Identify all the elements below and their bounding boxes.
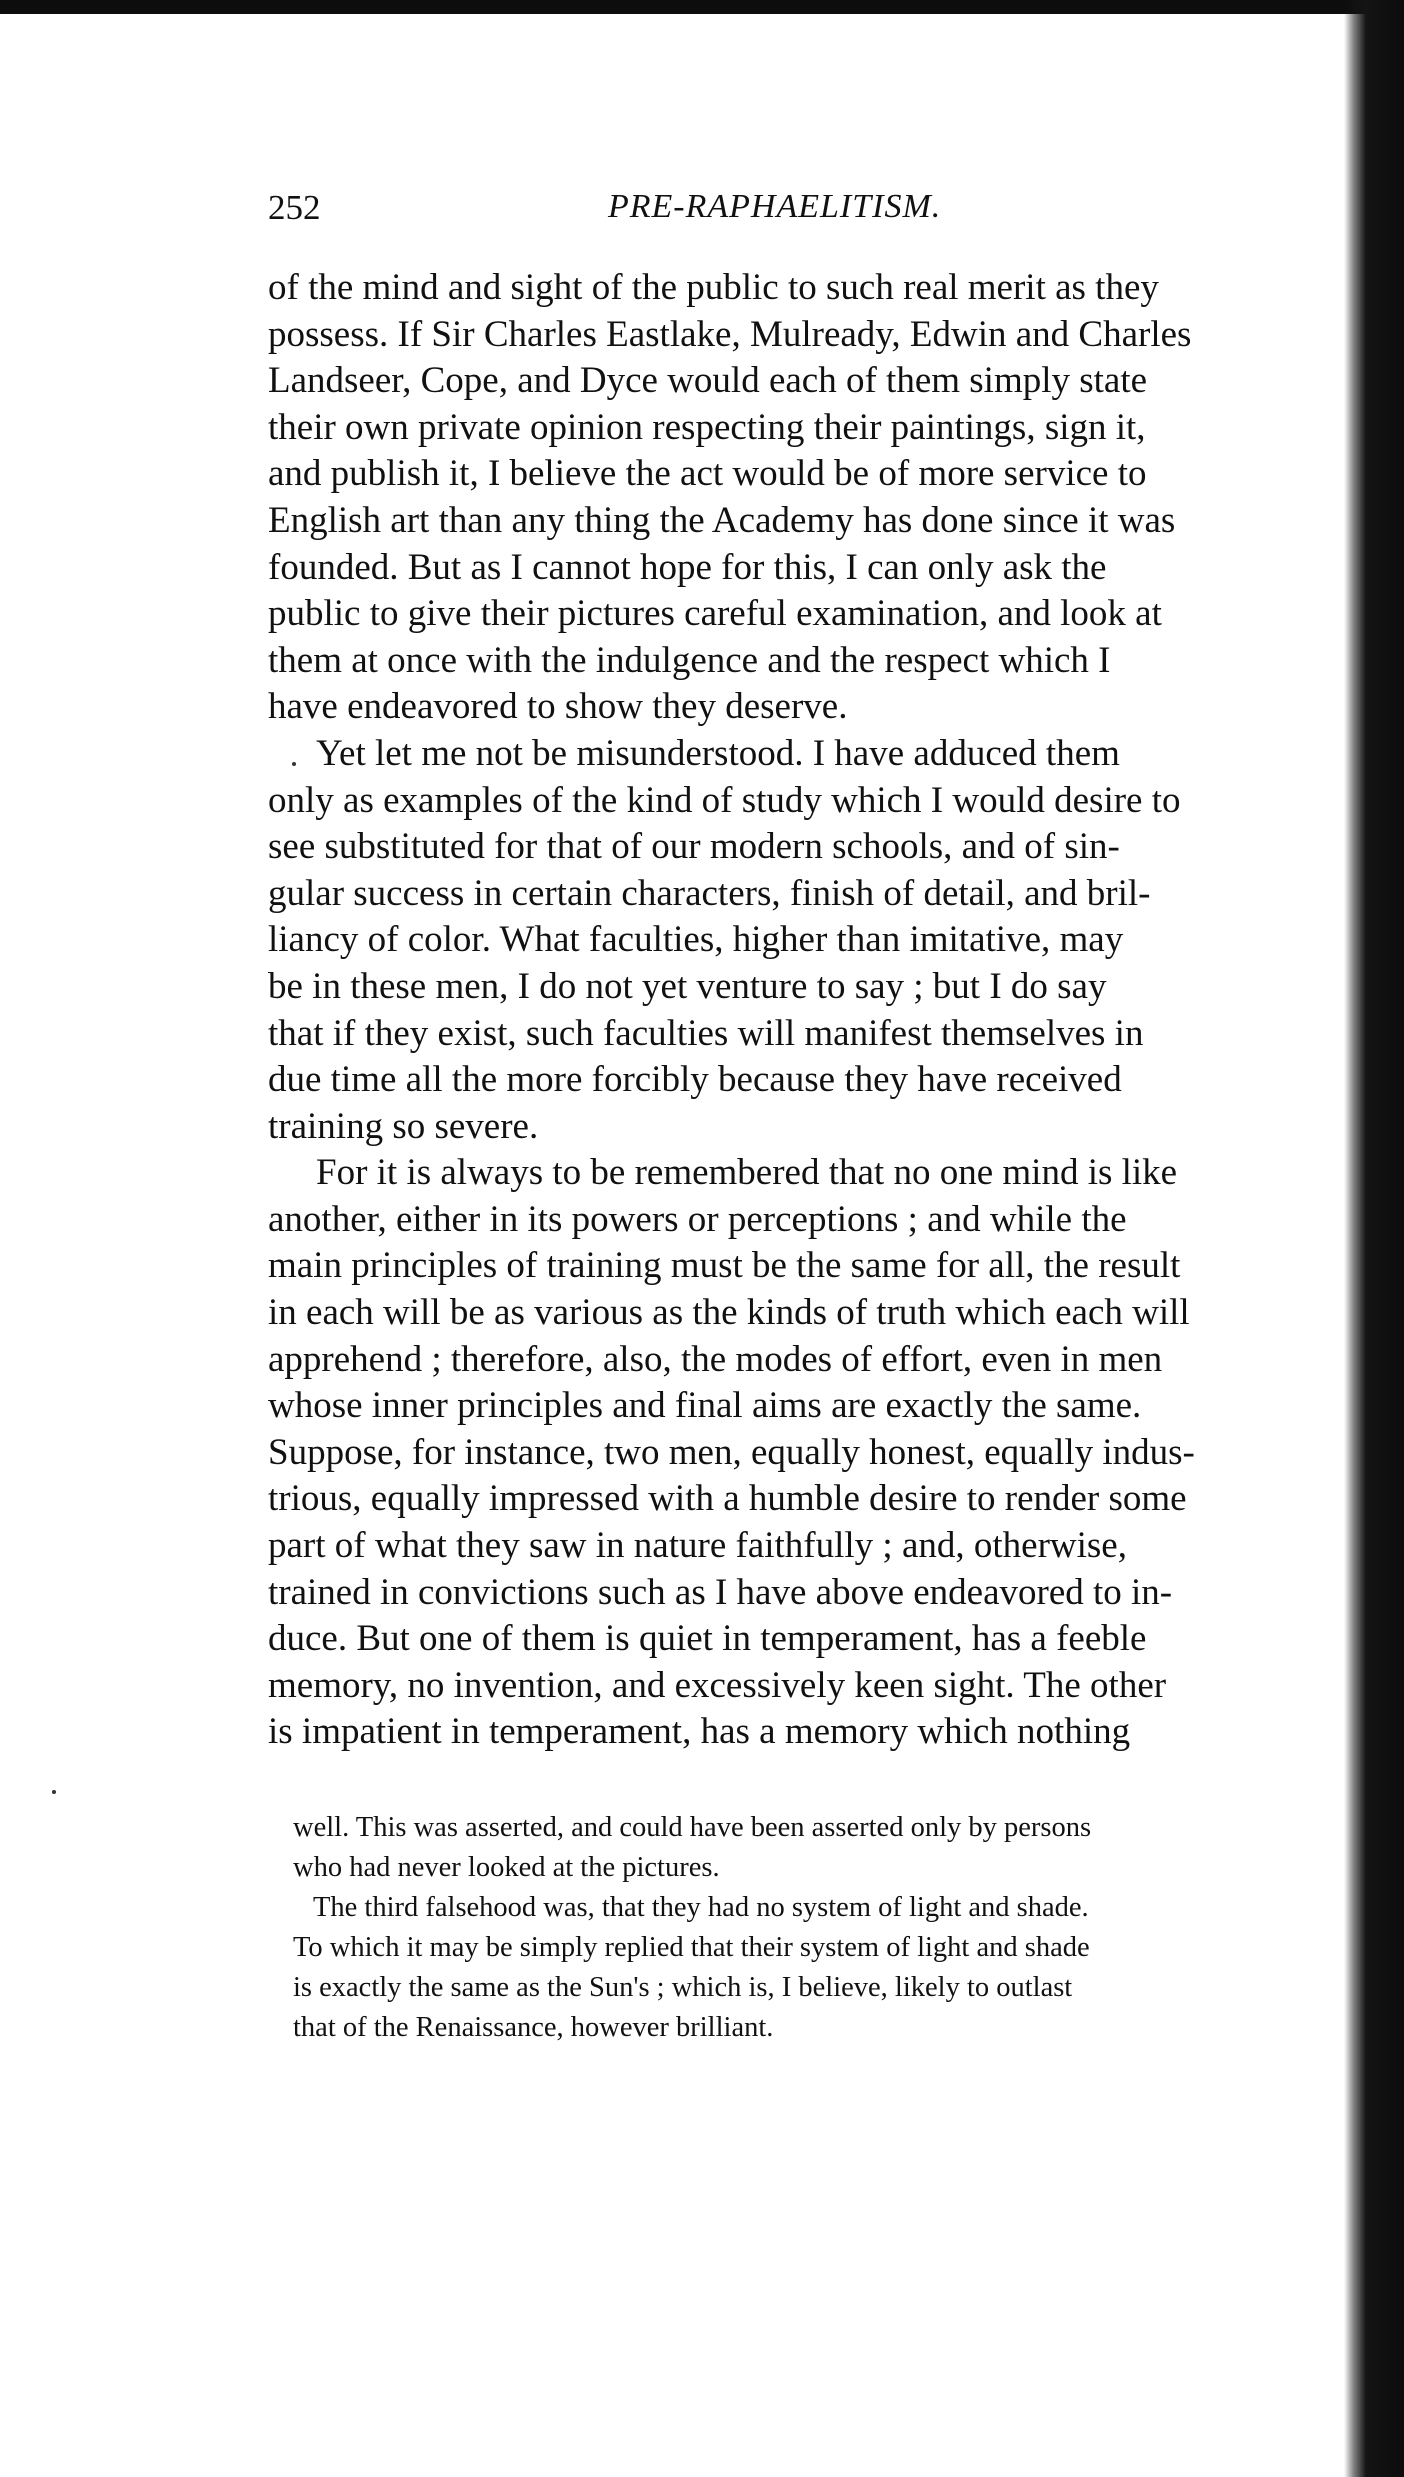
book-gutter-shadow [1344, 0, 1404, 2477]
footnote-line: To which it may be simply replied that their system of light and shade [293, 1932, 1090, 1963]
body-text [268, 265, 1348, 1756]
page-number: 252 [268, 188, 321, 227]
text-line: founded. But as I cannot hope for this, I can only ask the [268, 546, 1107, 588]
text-line: trained in convictions such as I have above endeavored to in- [268, 1571, 1173, 1613]
running-head [268, 188, 1328, 238]
text-line: have endeavored to show they deserve. [268, 686, 848, 728]
text-line: possess. If Sir Charles Eastlake, Mulready, Edwin and Charles [268, 313, 1192, 355]
text-line: Landseer, Cope, and Dyce would each of them simply state [268, 360, 1148, 402]
page-title: PRE-RAPHAELITISM. [608, 188, 942, 225]
text-line: gular success in certain characters, finish of detail, and bril- [268, 872, 1151, 914]
text-line: of the mind and sight of the public to such real merit as they [268, 267, 1159, 308]
footnote-line: well. This was asserted, and could have been asserted only by persons [293, 1812, 1092, 1843]
text-line: only as examples of the kind of study which I would desire to [268, 779, 1181, 821]
text-line: see substituted for that of our modern schools, and of sin- [268, 826, 1120, 868]
text-line: be in these men, I do not yet venture to say ; but I do say [268, 965, 1107, 1007]
text-line: that if they exist, such faculties will manifest themselves in [268, 1012, 1144, 1054]
text-line: memory, no invention, and excessively keen sight. The other [268, 1664, 1167, 1706]
text-line: apprehend ; therefore, also, the modes of effort, even in men [268, 1338, 1163, 1380]
scan-top-border [0, 0, 1404, 14]
footnote-line: that of the Renaissance, however brilliant. [293, 2012, 774, 2043]
text-line: duce. But one of them is quiet in temperament, has a feeble [268, 1618, 1147, 1660]
text-line: part of what they saw in nature faithfully ; and, otherwise, [268, 1525, 1127, 1567]
text-line: English art than any thing the Academy has done since it was [268, 499, 1176, 541]
footnote-line: who had never looked at the pictures. [293, 1852, 720, 1883]
text-line: their own private opinion respecting their paintings, sign it, [268, 406, 1146, 448]
scan-speck [52, 1790, 56, 1794]
text-line: liancy of color. What faculties, higher than imitative, may [268, 919, 1124, 961]
text-line: main principles of training must be the same for all, the result [268, 1245, 1181, 1287]
text-line: training so severe. [268, 1105, 539, 1147]
paragraph-start-line: For it is always to be remembered that no one mind is like [316, 1152, 1178, 1194]
paragraph-start-line: Yet let me not be misunderstood. I have adduced them [316, 732, 1120, 774]
text-line: trious, equally impressed with a humble desire to render some [268, 1478, 1187, 1520]
footnote-line: is exactly the same as the Sun's ; which is, I believe, likely to outlast [293, 1972, 1073, 2003]
text-line: Suppose, for instance, two men, equally honest, equally indus- [268, 1431, 1195, 1473]
text-line: is impatient in temperament, has a memory which nothing [268, 1711, 1131, 1753]
text-line: and publish it, I believe the act would be of more service to [268, 453, 1147, 495]
text-line: them at once with the indulgence and the respect which I [268, 639, 1111, 681]
text-line: another, either in its powers or perceptions ; and while the [268, 1198, 1127, 1240]
text-line: due time all the more forcibly because they have received [268, 1059, 1122, 1101]
text-line: whose inner principles and final aims are exactly the same. [268, 1385, 1142, 1427]
footnote-paragraph-start: The third falsehood was, that they had no system of light and shade. [313, 1892, 1089, 1923]
text-line: in each will be as various as the kinds of truth which each will [268, 1292, 1190, 1334]
text-line: public to give their pictures careful examination, and look at [268, 593, 1162, 635]
footnotes [293, 1808, 1348, 2048]
